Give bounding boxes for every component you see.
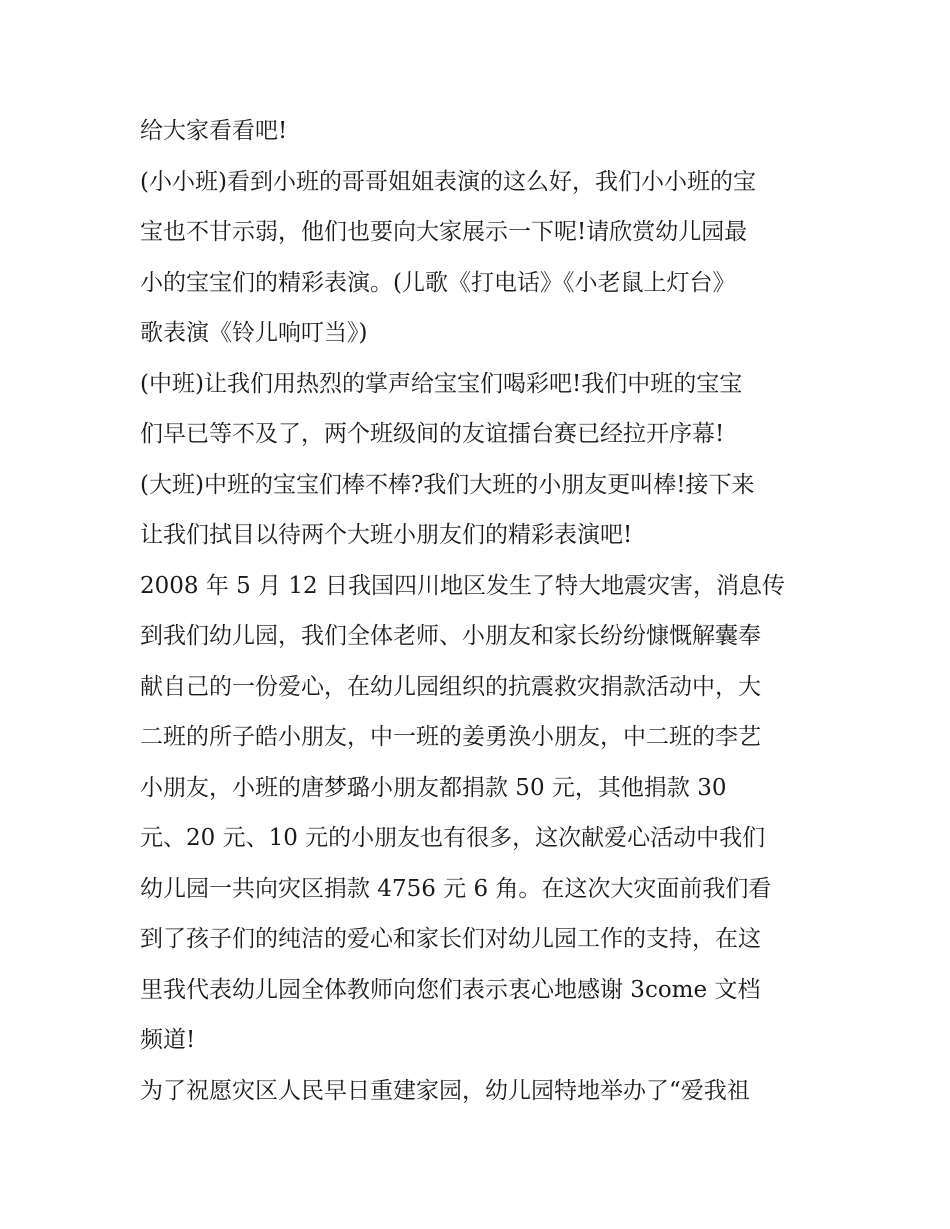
text-line: 宝也不甘示弱，他们也要向大家展示一下呢!请欣赏幼儿园最 bbox=[140, 219, 748, 245]
text-line: 们早已等不及了，两个班级间的友谊擂台赛已经拉开序幕! bbox=[140, 421, 725, 447]
text-line: 2008 年 5 月 12 日我国四川地区发生了特大地震灾害，消息传 bbox=[140, 572, 785, 599]
text-line: 让我们拭目以待两个大班小朋友们的精彩表演吧! bbox=[140, 522, 633, 548]
text-line: 二班的所子皓小朋友，中一班的姜勇涣小朋友，中二班的李艺 bbox=[140, 724, 761, 750]
text-line: 元、20 元、10 元的小朋友也有很多，这次献爱心活动中我们 bbox=[140, 825, 766, 851]
text-line: 献自己的一份爱心，在幼儿园组织的抗震救灾捐款活动中，大 bbox=[140, 673, 761, 700]
text-line: 为了祝愿灾区人民早日重建家园，幼儿园特地举办了“爱我祖 bbox=[140, 1077, 750, 1104]
document-body bbox=[140, 106, 820, 1116]
text-line: 到我们幼儿园，我们全体老师、小朋友和家长纷纷慷慨解囊奉 bbox=[140, 623, 761, 649]
text-line: (中班)让我们用热烈的掌声给宝宝们喝彩吧!我们中班的宝宝 bbox=[140, 370, 743, 397]
text-line: 里我代表幼儿园全体教师向您们表示衷心地感谢 3come 文档 bbox=[140, 976, 761, 1003]
text-line: 频道! bbox=[140, 1027, 196, 1053]
text-line: 给大家看看吧! bbox=[140, 118, 288, 144]
text-line: 小的宝宝们的精彩表演。(儿歌《打电话》《小老鼠上灯台》 bbox=[140, 269, 736, 296]
text-line: (小小班)看到小班的哥哥姐姐表演的这么好，我们小小班的宝 bbox=[140, 168, 756, 195]
text-line: 到了孩子们的纯洁的爱心和家长们对幼儿园工作的支持，在这 bbox=[140, 926, 761, 952]
text-line: 歌表演《铃儿响叮当》) bbox=[140, 320, 368, 346]
text-line: (大班)中班的宝宝们棒不棒?我们大班的小朋友更叫棒!接下来 bbox=[140, 471, 755, 498]
text-line: 小朋友，小班的唐梦璐小朋友都捐款 50 元，其他捐款 30 bbox=[140, 774, 727, 801]
text-line: 幼儿园一共向灾区捐款 4756 元 6 角。在这次大灾面前我们看 bbox=[140, 875, 772, 902]
